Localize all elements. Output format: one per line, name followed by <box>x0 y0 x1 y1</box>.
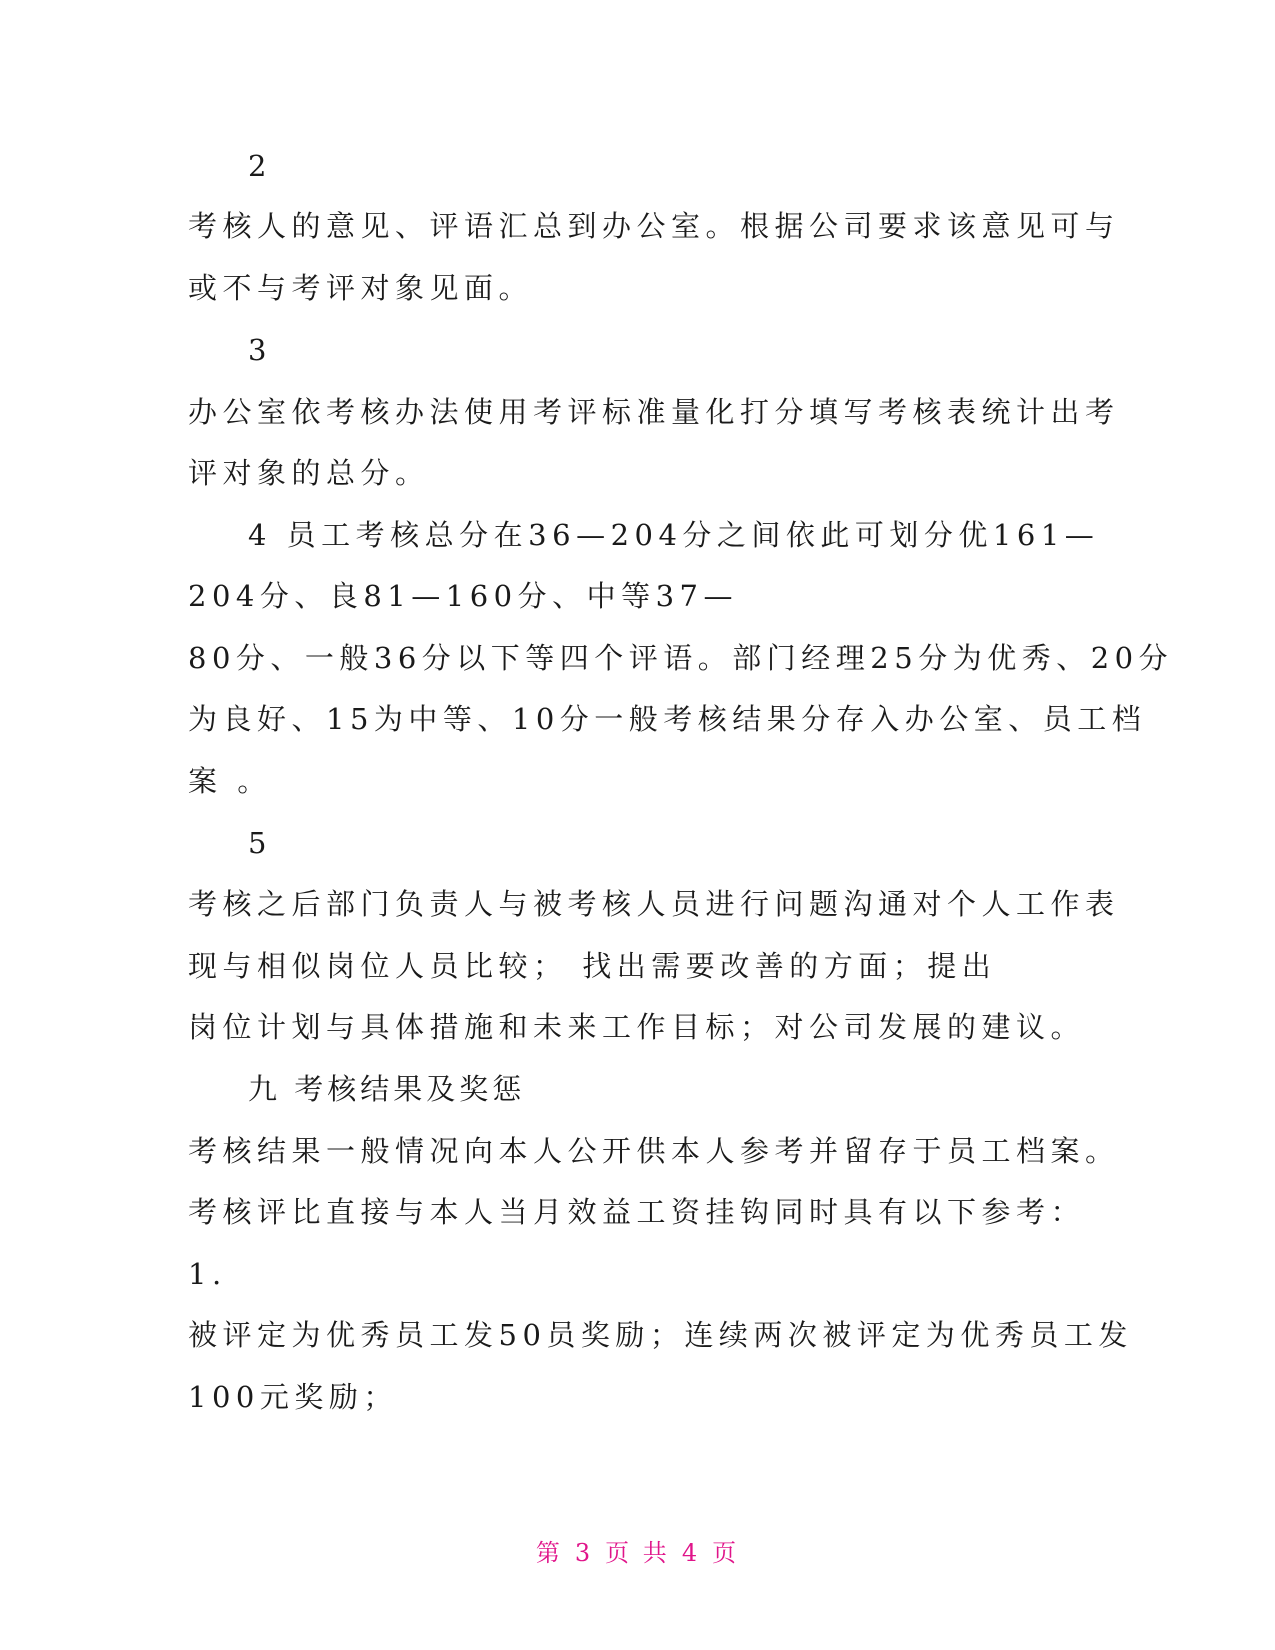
paragraph-line: 评对象的总分。 <box>188 456 430 490</box>
paragraph-line: 考核评比直接与本人当月效益工资挂钩同时具有以下参考： <box>188 1195 1086 1229</box>
paragraph-line: 现与相似岗位人员比较； 找出需要改善的方面；提出 <box>188 949 997 983</box>
footer-suffix: 页 <box>712 1539 740 1567</box>
page-footer <box>0 1533 1275 1568</box>
item-number-3: 3 <box>248 333 272 367</box>
paragraph-line: 考核结果一般情况向本人公开供本人参考并留存于员工档案。 <box>188 1134 1120 1168</box>
paragraph-line: 岗位计划与具体措施和未来工作目标；对公司发展的建议。 <box>188 1010 1086 1044</box>
paragraph-line: 办公室依考核办法使用考评标准量化打分填写考核表统计出考 <box>188 395 1120 429</box>
item-number-2: 2 <box>248 149 272 183</box>
paragraph-line: 为良好、15为中等、10分一般考核结果分存入办公室、员工档 <box>188 702 1147 736</box>
paragraph-line: 案 。 <box>188 764 272 798</box>
paragraph-line: 考核人的意见、评语汇总到办公室。根据公司要求该意见可与 <box>188 209 1120 243</box>
section-heading: 九 考核结果及奖惩 <box>248 1072 526 1106</box>
footer-middle: 页 共 <box>605 1539 670 1567</box>
list-number: 1. <box>188 1257 227 1291</box>
footer-prefix: 第 <box>535 1539 563 1567</box>
paragraph-line: 被评定为优秀员工发50员奖励；连续两次被评定为优秀员工发 <box>188 1318 1133 1352</box>
item-4-line: 4 员工考核总分在36—204分之间依此可划分优161— <box>248 518 1100 552</box>
footer-total-pages: 4 <box>681 1539 701 1567</box>
paragraph-line: 100元奖励； <box>188 1380 398 1414</box>
paragraph-line: 或不与考评对象见面。 <box>188 271 534 305</box>
item-number-5: 5 <box>248 826 272 860</box>
paragraph-line: 80分、一般36分以下等四个评语。部门经理25分为优秀、20分 <box>188 641 1174 675</box>
paragraph-line: 204分、良81—160分、中等37— <box>188 579 739 613</box>
paragraph-line: 考核之后部门负责人与被考核人员进行问题沟通对个人工作表 <box>188 887 1120 921</box>
footer-current-page: 3 <box>574 1539 594 1567</box>
